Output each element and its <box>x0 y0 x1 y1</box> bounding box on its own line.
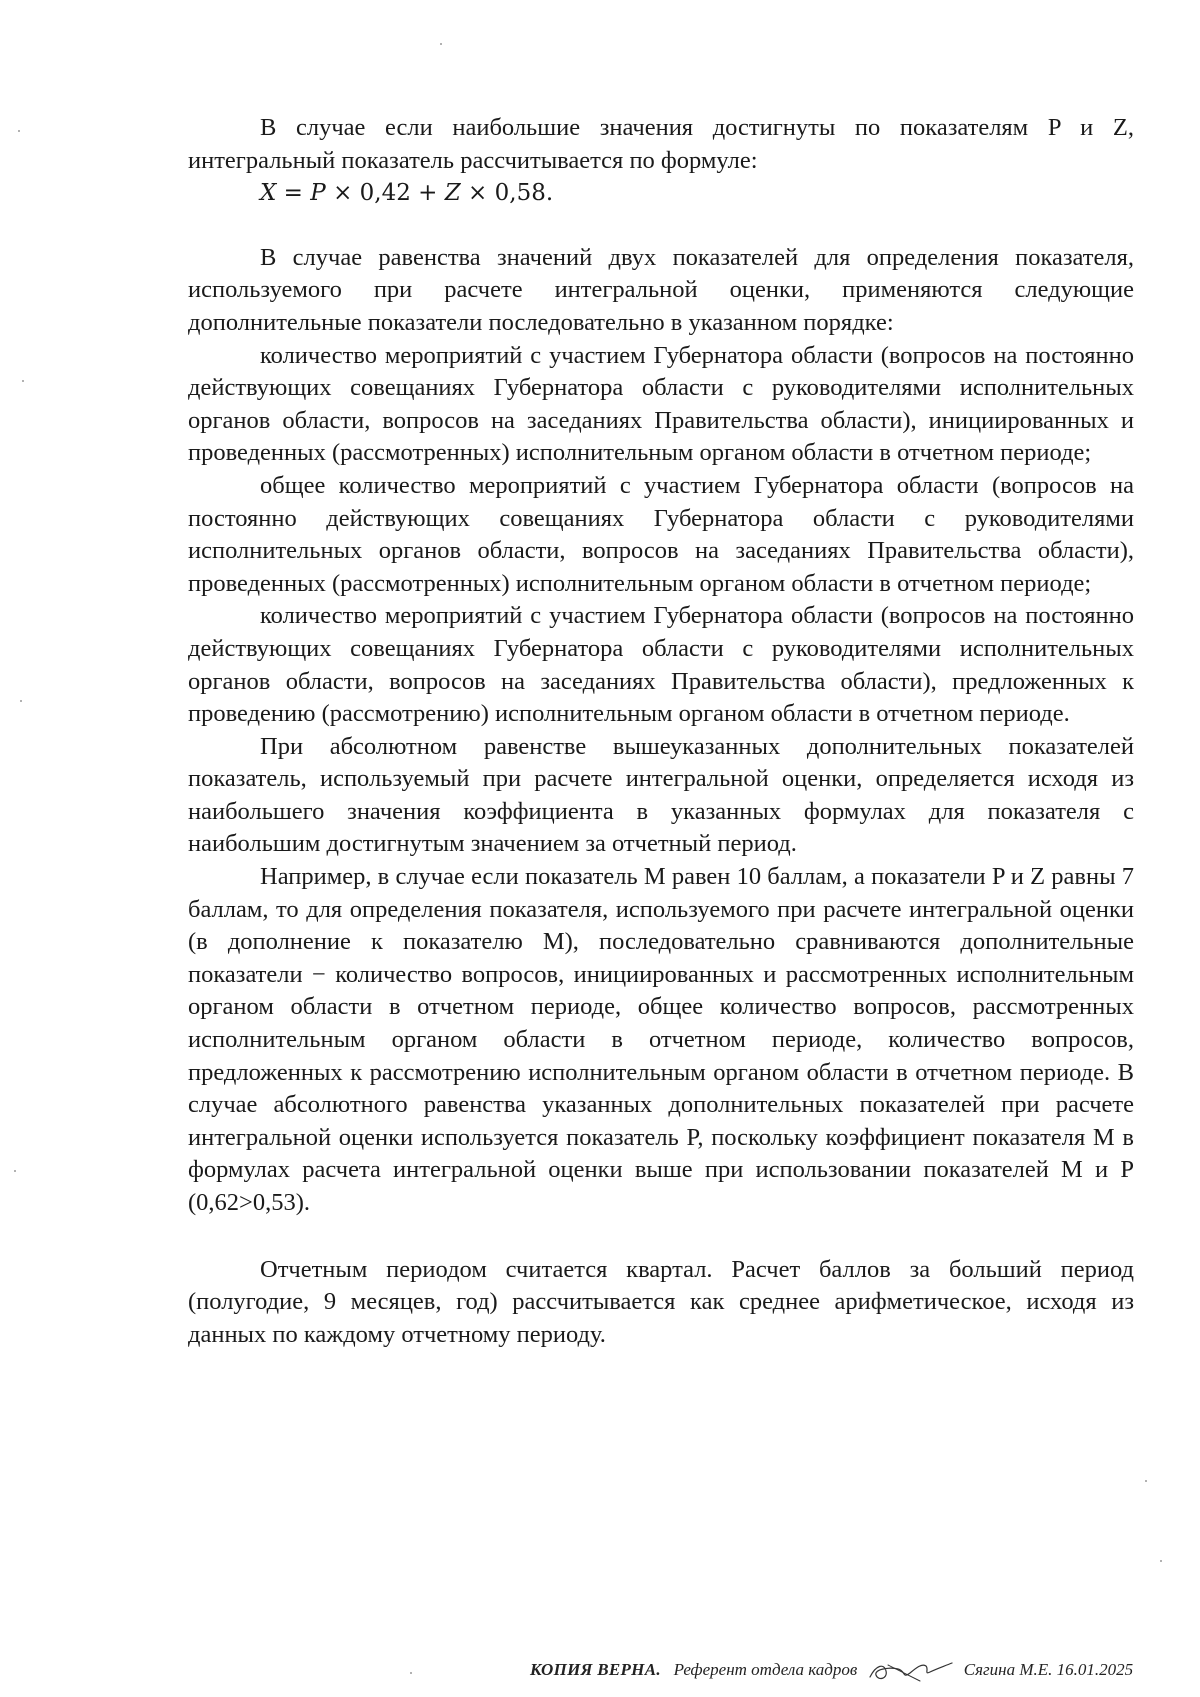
scan-speck <box>20 700 22 702</box>
paragraph-5: Отчетным периодом считается квартал. Расчет баллов за больший период (полугодие, 9 месяцев, год) рассчитывается как среднее арифметическое, исходя из данных по каждому отчетному периоду. <box>188 1255 1134 1348</box>
formula-eq: = <box>276 180 311 207</box>
scan-speck <box>410 1672 412 1674</box>
signer-position: Референт отдела кадров <box>673 1659 858 1679</box>
formula-op2: × 0,58. <box>460 180 554 207</box>
scan-speck <box>1145 1480 1147 1482</box>
signer-name-date: Сягина М.Е. 16.01.2025 <box>963 1659 1134 1679</box>
certified-copy-label: КОПИЯ ВЕРНА. <box>530 1659 661 1679</box>
formula-var-z: Z <box>444 180 461 207</box>
scan-speck <box>18 130 20 132</box>
document-body <box>188 112 1134 1351</box>
paragraph-4: Например, в случае если показатель M равен 10 баллам, а показатели P и Z равны 7 баллам, то для определения показателя, используемого при расчете интегральной оценки (в дополнение к показателю M), последовательно сравниваются дополнительные показатели − количество вопросов, инициированных и рассмотренных исполнительным органом области в отчетном периоде, общее количество вопросов, рассмотренных исполнительным органом области в отчетном периоде, количество вопросов, предложенных к рассмотрению исполнительным органом области в отчетном периоде. В случае абсолютного равенства указанных дополнительных показателей при расчете интегральной оценки используется показатель P, поскольку коэффициент показателя M в формулах расчета интегральной оценки выше при использовании показателей M и P (0,62>0,53). <box>188 863 1134 1216</box>
scan-speck <box>22 380 24 382</box>
formula-var-x: X <box>260 180 277 207</box>
paragraph-2: В случае равенства значений двух показателей для определения показателя, используемого при расчете интегральной оценки, применяются следующие дополнительные показатели последовательно в указанном порядке: <box>188 243 1134 336</box>
list-item-1: количество мероприятий с участием Губернатора области (вопросов на постоянно действующих совещаниях Губернатора области с руководителями исполнительных органов области, вопросов на заседаниях Правительства области), инициированных и проведенных (рассмотренных) исполнительным органом области в отчетном периоде; <box>188 341 1134 467</box>
certification-footer <box>530 1657 1133 1685</box>
formula-var-p: P <box>310 180 326 207</box>
spacer <box>188 1220 1134 1254</box>
handwritten-signature <box>866 1657 956 1685</box>
spacer <box>188 210 1134 242</box>
scan-speck <box>440 43 442 45</box>
signature-icon <box>866 1657 956 1685</box>
list-item-3: количество мероприятий с участием Губернатора области (вопросов на постоянно действующих совещаниях Губернатора области с руководителями исполнительных органов области, вопросов на заседаниях Правительства области), предложенных к проведению (рассмотрению) исполнительным органом области в отчетном периоде. <box>188 602 1134 728</box>
paragraph-1: В случае если наибольшие значения достигнуты по показателям P и Z, интегральный показатель рассчитывается по формуле: <box>188 114 1134 174</box>
scan-speck <box>1160 1560 1162 1562</box>
list-item-2: общее количество мероприятий с участием Губернатора области (вопросов на постоянно действующих совещаниях Губернатора области с руководителями исполнительных органов области, вопросов на заседаниях Правительства области), проведенных (рассмотренных) исполнительным органом области в отчетном периоде; <box>188 471 1134 597</box>
formula <box>188 177 1134 210</box>
scan-speck <box>14 1170 16 1172</box>
paragraph-3: При абсолютном равенстве вышеуказанных дополнительных показателей показатель, используемый при расчете интегральной оценки, определяется исходя из наибольшего значения коэффициента в указанных формулах для показателя с наибольшим достигнутым значением за отчетный период. <box>188 732 1134 858</box>
formula-op1: × 0,42 + <box>325 180 445 207</box>
